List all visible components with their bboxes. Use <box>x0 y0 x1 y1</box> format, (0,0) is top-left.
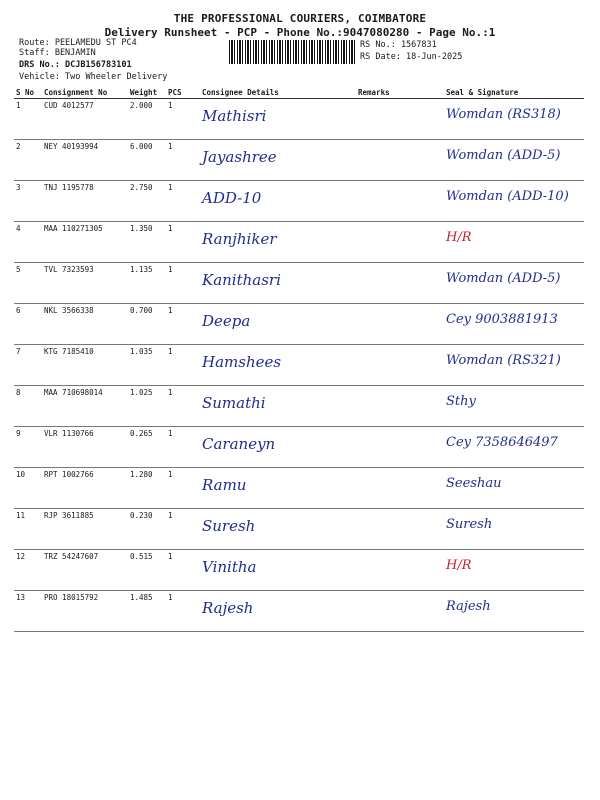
table-row <box>14 468 584 509</box>
cell-consignee <box>200 427 356 468</box>
table-row <box>14 222 584 263</box>
cell-sno-text: 6 <box>16 306 21 315</box>
cell-signature-text: Seeshau <box>446 476 502 491</box>
cell-pcs-text: 1 <box>168 142 173 151</box>
cell-signature <box>416 99 584 140</box>
cell-pcs-text: 1 <box>168 101 173 110</box>
cell-sno <box>14 99 42 140</box>
cell-consignment-text: CUD 4012577 <box>44 101 94 110</box>
cell-pcs <box>166 140 200 181</box>
table-row <box>14 386 584 427</box>
col-remarks: Remarks <box>356 86 416 99</box>
cell-pcs-text: 1 <box>168 470 173 479</box>
cell-consignment-text: TNJ 1195778 <box>44 183 94 192</box>
cell-sno-text: 12 <box>16 552 26 561</box>
cell-consignee-text: Jayashree <box>202 148 277 166</box>
cell-consignee-text: Mathisri <box>202 107 267 125</box>
cell-weight <box>128 345 166 386</box>
cell-remarks <box>356 345 416 386</box>
cell-consignee-text: Hamshees <box>202 353 282 371</box>
staff-text: Staff: BENJAMIN <box>19 48 96 58</box>
cell-remarks <box>356 427 416 468</box>
table-row <box>14 181 584 222</box>
cell-consignment <box>42 509 128 550</box>
cell-sno-text: 8 <box>16 388 21 397</box>
cell-signature <box>416 550 584 591</box>
rs-number: RS No.: 1567831 <box>360 40 437 50</box>
cell-pcs <box>166 181 200 222</box>
cell-signature <box>416 181 584 222</box>
route-text: Route: PEELAMEDU ST PC4 <box>19 38 137 48</box>
cell-signature <box>416 304 584 345</box>
cell-sno <box>14 140 42 181</box>
cell-signature <box>416 427 584 468</box>
drs-number: DRS No.: DCJB156783101 <box>19 60 132 70</box>
cell-pcs <box>166 99 200 140</box>
cell-weight-text: 2.750 <box>130 183 153 192</box>
cell-pcs-text: 1 <box>168 511 173 520</box>
col-weight: Weight <box>128 86 166 99</box>
cell-consignee-text: Deepa <box>202 312 251 330</box>
cell-consignee <box>200 263 356 304</box>
cell-signature-text: H/R <box>446 230 472 245</box>
cell-weight <box>128 222 166 263</box>
cell-pcs-text: 1 <box>168 593 173 602</box>
cell-weight <box>128 427 166 468</box>
cell-sno <box>14 591 42 632</box>
cell-signature <box>416 345 584 386</box>
cell-consignee-text: Ranjhiker <box>202 230 277 248</box>
cell-signature-text: Cey 9003881913 <box>446 312 558 327</box>
cell-remarks <box>356 263 416 304</box>
cell-sno-text: 10 <box>16 470 26 479</box>
cell-sno <box>14 427 42 468</box>
cell-remarks <box>356 591 416 632</box>
vehicle-text: Vehicle: Two Wheeler Delivery <box>19 72 168 82</box>
cell-consignment <box>42 591 128 632</box>
col-pcs: PCS <box>166 86 200 99</box>
cell-remarks <box>356 99 416 140</box>
cell-signature <box>416 222 584 263</box>
cell-sno-text: 3 <box>16 183 21 192</box>
cell-signature-text: Womdan (ADD-5) <box>446 148 561 163</box>
cell-consignee-text: Vinitha <box>202 558 257 576</box>
cell-consignment-text: TRZ 54247607 <box>44 552 99 561</box>
cell-pcs <box>166 386 200 427</box>
cell-consignment-text: PRO 18015792 <box>44 593 99 602</box>
cell-weight <box>128 386 166 427</box>
cell-consignee <box>200 222 356 263</box>
cell-consignment <box>42 550 128 591</box>
cell-pcs <box>166 427 200 468</box>
table-row <box>14 140 584 181</box>
cell-weight <box>128 99 166 140</box>
cell-weight <box>128 550 166 591</box>
cell-remarks <box>356 304 416 345</box>
cell-sno-text: 4 <box>16 224 21 233</box>
col-consignment: Consignment No <box>42 86 128 99</box>
col-sno: S No <box>14 86 42 99</box>
cell-signature <box>416 468 584 509</box>
cell-pcs <box>166 591 200 632</box>
cell-sno <box>14 304 42 345</box>
cell-weight-text: 1.035 <box>130 347 153 356</box>
cell-sno <box>14 263 42 304</box>
cell-pcs-text: 1 <box>168 388 173 397</box>
cell-remarks <box>356 386 416 427</box>
cell-sno-text: 7 <box>16 347 21 356</box>
cell-consignee <box>200 140 356 181</box>
delivery-table <box>14 86 584 632</box>
cell-consignment-text: RJP 3611885 <box>44 511 94 520</box>
cell-signature-text: Sthy <box>446 394 476 409</box>
cell-sno-text: 11 <box>16 511 26 520</box>
cell-weight <box>128 509 166 550</box>
cell-signature-text: Womdan (ADD-10) <box>446 189 569 204</box>
cell-sno <box>14 181 42 222</box>
cell-signature-text: Womdan (ADD-5) <box>446 271 561 286</box>
table-row <box>14 427 584 468</box>
cell-pcs-text: 1 <box>168 552 173 561</box>
barcode-image <box>229 40 355 64</box>
cell-pcs-text: 1 <box>168 306 173 315</box>
cell-signature-text: Rajesh <box>446 599 491 614</box>
cell-pcs <box>166 509 200 550</box>
cell-consignment <box>42 304 128 345</box>
cell-consignee <box>200 386 356 427</box>
cell-remarks <box>356 181 416 222</box>
cell-pcs-text: 1 <box>168 347 173 356</box>
cell-consignee <box>200 468 356 509</box>
cell-weight-text: 2.000 <box>130 101 153 110</box>
cell-consignee-text: Kanithasri <box>202 271 281 289</box>
table-row <box>14 509 584 550</box>
cell-sno <box>14 386 42 427</box>
cell-weight-text: 0.700 <box>130 306 153 315</box>
cell-consignee <box>200 550 356 591</box>
cell-consignment <box>42 427 128 468</box>
cell-consignment-text: MAA 110271305 <box>44 224 103 233</box>
cell-pcs-text: 1 <box>168 429 173 438</box>
col-consignee: Consignee Details <box>200 86 356 99</box>
cell-consignment <box>42 263 128 304</box>
cell-consignment <box>42 222 128 263</box>
cell-weight-text: 0.230 <box>130 511 153 520</box>
cell-consignment <box>42 140 128 181</box>
cell-consignment-text: KTG 7185410 <box>44 347 94 356</box>
table-row <box>14 304 584 345</box>
cell-remarks <box>356 550 416 591</box>
cell-consignee-text: ADD-10 <box>202 189 262 207</box>
cell-consignee <box>200 345 356 386</box>
cell-consignee-text: Ramu <box>202 476 247 494</box>
cell-pcs <box>166 304 200 345</box>
cell-signature-text: Womdan (RS321) <box>446 353 561 368</box>
cell-weight-text: 1.350 <box>130 224 153 233</box>
cell-pcs <box>166 550 200 591</box>
cell-consignment-text: NEY 40193994 <box>44 142 99 151</box>
cell-signature <box>416 591 584 632</box>
cell-remarks <box>356 468 416 509</box>
cell-sno <box>14 345 42 386</box>
cell-remarks <box>356 140 416 181</box>
table-row <box>14 591 584 632</box>
cell-consignee-text: Caraneyn <box>202 435 276 453</box>
table-row <box>14 550 584 591</box>
table-row <box>14 263 584 304</box>
cell-weight-text: 1.025 <box>130 388 153 397</box>
cell-consignee <box>200 99 356 140</box>
cell-consignment <box>42 181 128 222</box>
cell-signature <box>416 140 584 181</box>
cell-signature <box>416 509 584 550</box>
col-signature: Seal & Signature <box>416 86 584 99</box>
cell-signature-text: Cey 7358646497 <box>446 435 558 450</box>
cell-consignee <box>200 181 356 222</box>
cell-pcs <box>166 263 200 304</box>
cell-consignment <box>42 99 128 140</box>
cell-consignment-text: VLR 1130766 <box>44 429 94 438</box>
cell-signature-text: Womdan (RS318) <box>446 107 561 122</box>
cell-consignment <box>42 345 128 386</box>
table-header-row <box>14 86 584 99</box>
cell-consignee-text: Rajesh <box>202 599 254 617</box>
cell-sno-text: 5 <box>16 265 21 274</box>
cell-pcs <box>166 345 200 386</box>
cell-consignee <box>200 304 356 345</box>
table-row <box>14 345 584 386</box>
cell-weight <box>128 304 166 345</box>
document-title: THE PROFESSIONAL COURIERS, COIMBATORE <box>173 12 427 25</box>
rs-date: RS Date: 18-Jun-2025 <box>360 52 463 62</box>
cell-sno <box>14 509 42 550</box>
cell-pcs-text: 1 <box>168 183 173 192</box>
cell-sno <box>14 222 42 263</box>
cell-weight <box>128 181 166 222</box>
cell-weight-text: 1.280 <box>130 470 153 479</box>
cell-consignment-text: MAA 710698014 <box>44 388 103 397</box>
cell-pcs-text: 1 <box>168 265 173 274</box>
cell-sno <box>14 550 42 591</box>
cell-pcs <box>166 222 200 263</box>
cell-consignment-text: TVL 7323593 <box>44 265 94 274</box>
cell-pcs-text: 1 <box>168 224 173 233</box>
cell-sno-text: 1 <box>16 101 21 110</box>
cell-weight <box>128 468 166 509</box>
cell-pcs <box>166 468 200 509</box>
cell-sno <box>14 468 42 509</box>
cell-signature <box>416 263 584 304</box>
cell-signature-text: Suresh <box>446 517 493 532</box>
cell-signature-text: H/R <box>446 558 472 573</box>
cell-consignee-text: Suresh <box>202 517 256 535</box>
cell-sno-text: 2 <box>16 142 21 151</box>
document-subtitle: Delivery Runsheet - PCP - Phone No.:9047080280 - Page No.:1 <box>104 26 496 39</box>
cell-consignment <box>42 468 128 509</box>
cell-weight-text: 0.515 <box>130 552 153 561</box>
cell-signature <box>416 386 584 427</box>
cell-weight-text: 1.485 <box>130 593 153 602</box>
cell-consignment-text: NKL 3566338 <box>44 306 94 315</box>
cell-consignment <box>42 386 128 427</box>
table-row <box>14 99 584 140</box>
cell-weight-text: 0.265 <box>130 429 153 438</box>
cell-consignee <box>200 591 356 632</box>
cell-weight <box>128 140 166 181</box>
cell-remarks <box>356 222 416 263</box>
cell-remarks <box>356 509 416 550</box>
cell-weight <box>128 263 166 304</box>
cell-weight-text: 6.000 <box>130 142 153 151</box>
cell-weight <box>128 591 166 632</box>
cell-consignment-text: RPT 1002766 <box>44 470 94 479</box>
cell-weight-text: 1.135 <box>130 265 153 274</box>
cell-sno-text: 9 <box>16 429 21 438</box>
cell-consignee-text: Sumathi <box>202 394 266 412</box>
cell-consignee <box>200 509 356 550</box>
cell-sno-text: 13 <box>16 593 26 602</box>
